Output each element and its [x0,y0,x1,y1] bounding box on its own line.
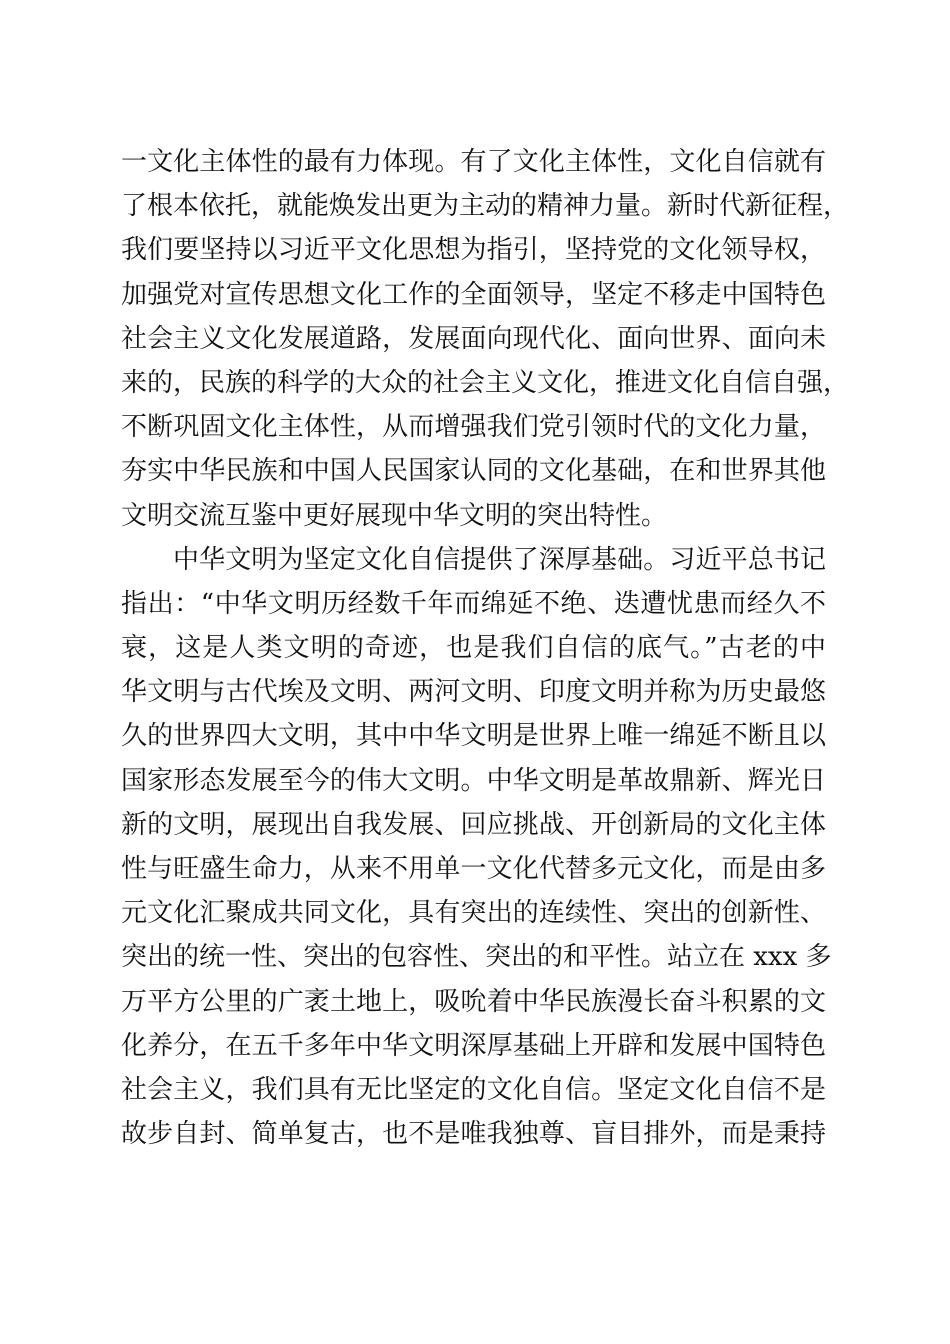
text-line: 衰，这是人类文明的奇迹，也是我们自信的底气。”古老的中 [121,633,826,664]
text-line: 加强党对宣传思想文化工作的全面领导，坚定不移走中国特色 [121,279,826,310]
text-line: 来的，民族的科学的大众的社会主义文化，推进文化自信自强， [121,367,850,398]
text-line: 元文化汇聚成共同文化，具有突出的连续性、突出的创新性、 [121,898,826,929]
text-line: 新的文明，展现出自我发展、回应挑战、开创新局的文化主体 [121,809,826,840]
text-line: 了根本依托，就能焕发出更为主动的精神力量。新时代新征程， [121,191,850,222]
body-text [121,140,850,1156]
text-line: 中华文明为坚定文化自信提供了深厚基础。习近平总书记 [173,544,826,575]
text-line: 化养分，在五千多年中华文明深厚基础上开辟和发展中国特色 [121,1030,826,1061]
text-line: 社会主义，我们具有无比坚定的文化自信。坚定文化自信不是 [121,1074,826,1105]
text-line: 国家形态发展至今的伟大文明。中华文明是革故鼎新、辉光日 [121,765,826,796]
paragraph-1 [121,140,850,538]
text-line: 社会主义文化发展道路，发展面向现代化、面向世界、面向未 [121,323,826,354]
text-line: 万平方公里的广袤土地上，吸吮着中华民族漫长奋斗积累的文 [121,986,826,1017]
text-line: 我们要坚持以习近平文化思想为指引，坚持党的文化领导权， [121,235,826,266]
text-line: 久的世界四大文明，其中中华文明是世界上唯一绵延不断且以 [121,721,826,752]
text-line: 突出的统一性、突出的包容性、突出的和平性。站立在 xxx 多 [121,942,832,973]
text-line: 华文明与古代埃及文明、两河文明、印度文明并称为历史最悠 [121,677,826,708]
text-line: 性与旺盛生命力，从来不用单一文化代替多元文化，而是由多 [121,854,826,884]
paragraph-2 [121,538,832,1157]
text-line: 指出：“中华文明历经数千年而绵延不绝、迭遭忧患而经久不 [121,588,826,619]
text-line: 不断巩固文化主体性，从而增强我们党引领时代的文化力量， [121,412,826,443]
text-line: 一文化主体性的最有力体现。有了文化主体性，文化自信就有 [121,147,826,177]
text-line: 夯实中华民族和中国人民国家认同的文化基础，在和世界其他 [121,456,826,487]
text-line: 文明交流互鉴中更好展现中华文明的突出特性。 [121,500,668,531]
text-line: 故步自封、简单复古，也不是唯我独尊、盲目排外，而是秉持 [121,1119,826,1150]
